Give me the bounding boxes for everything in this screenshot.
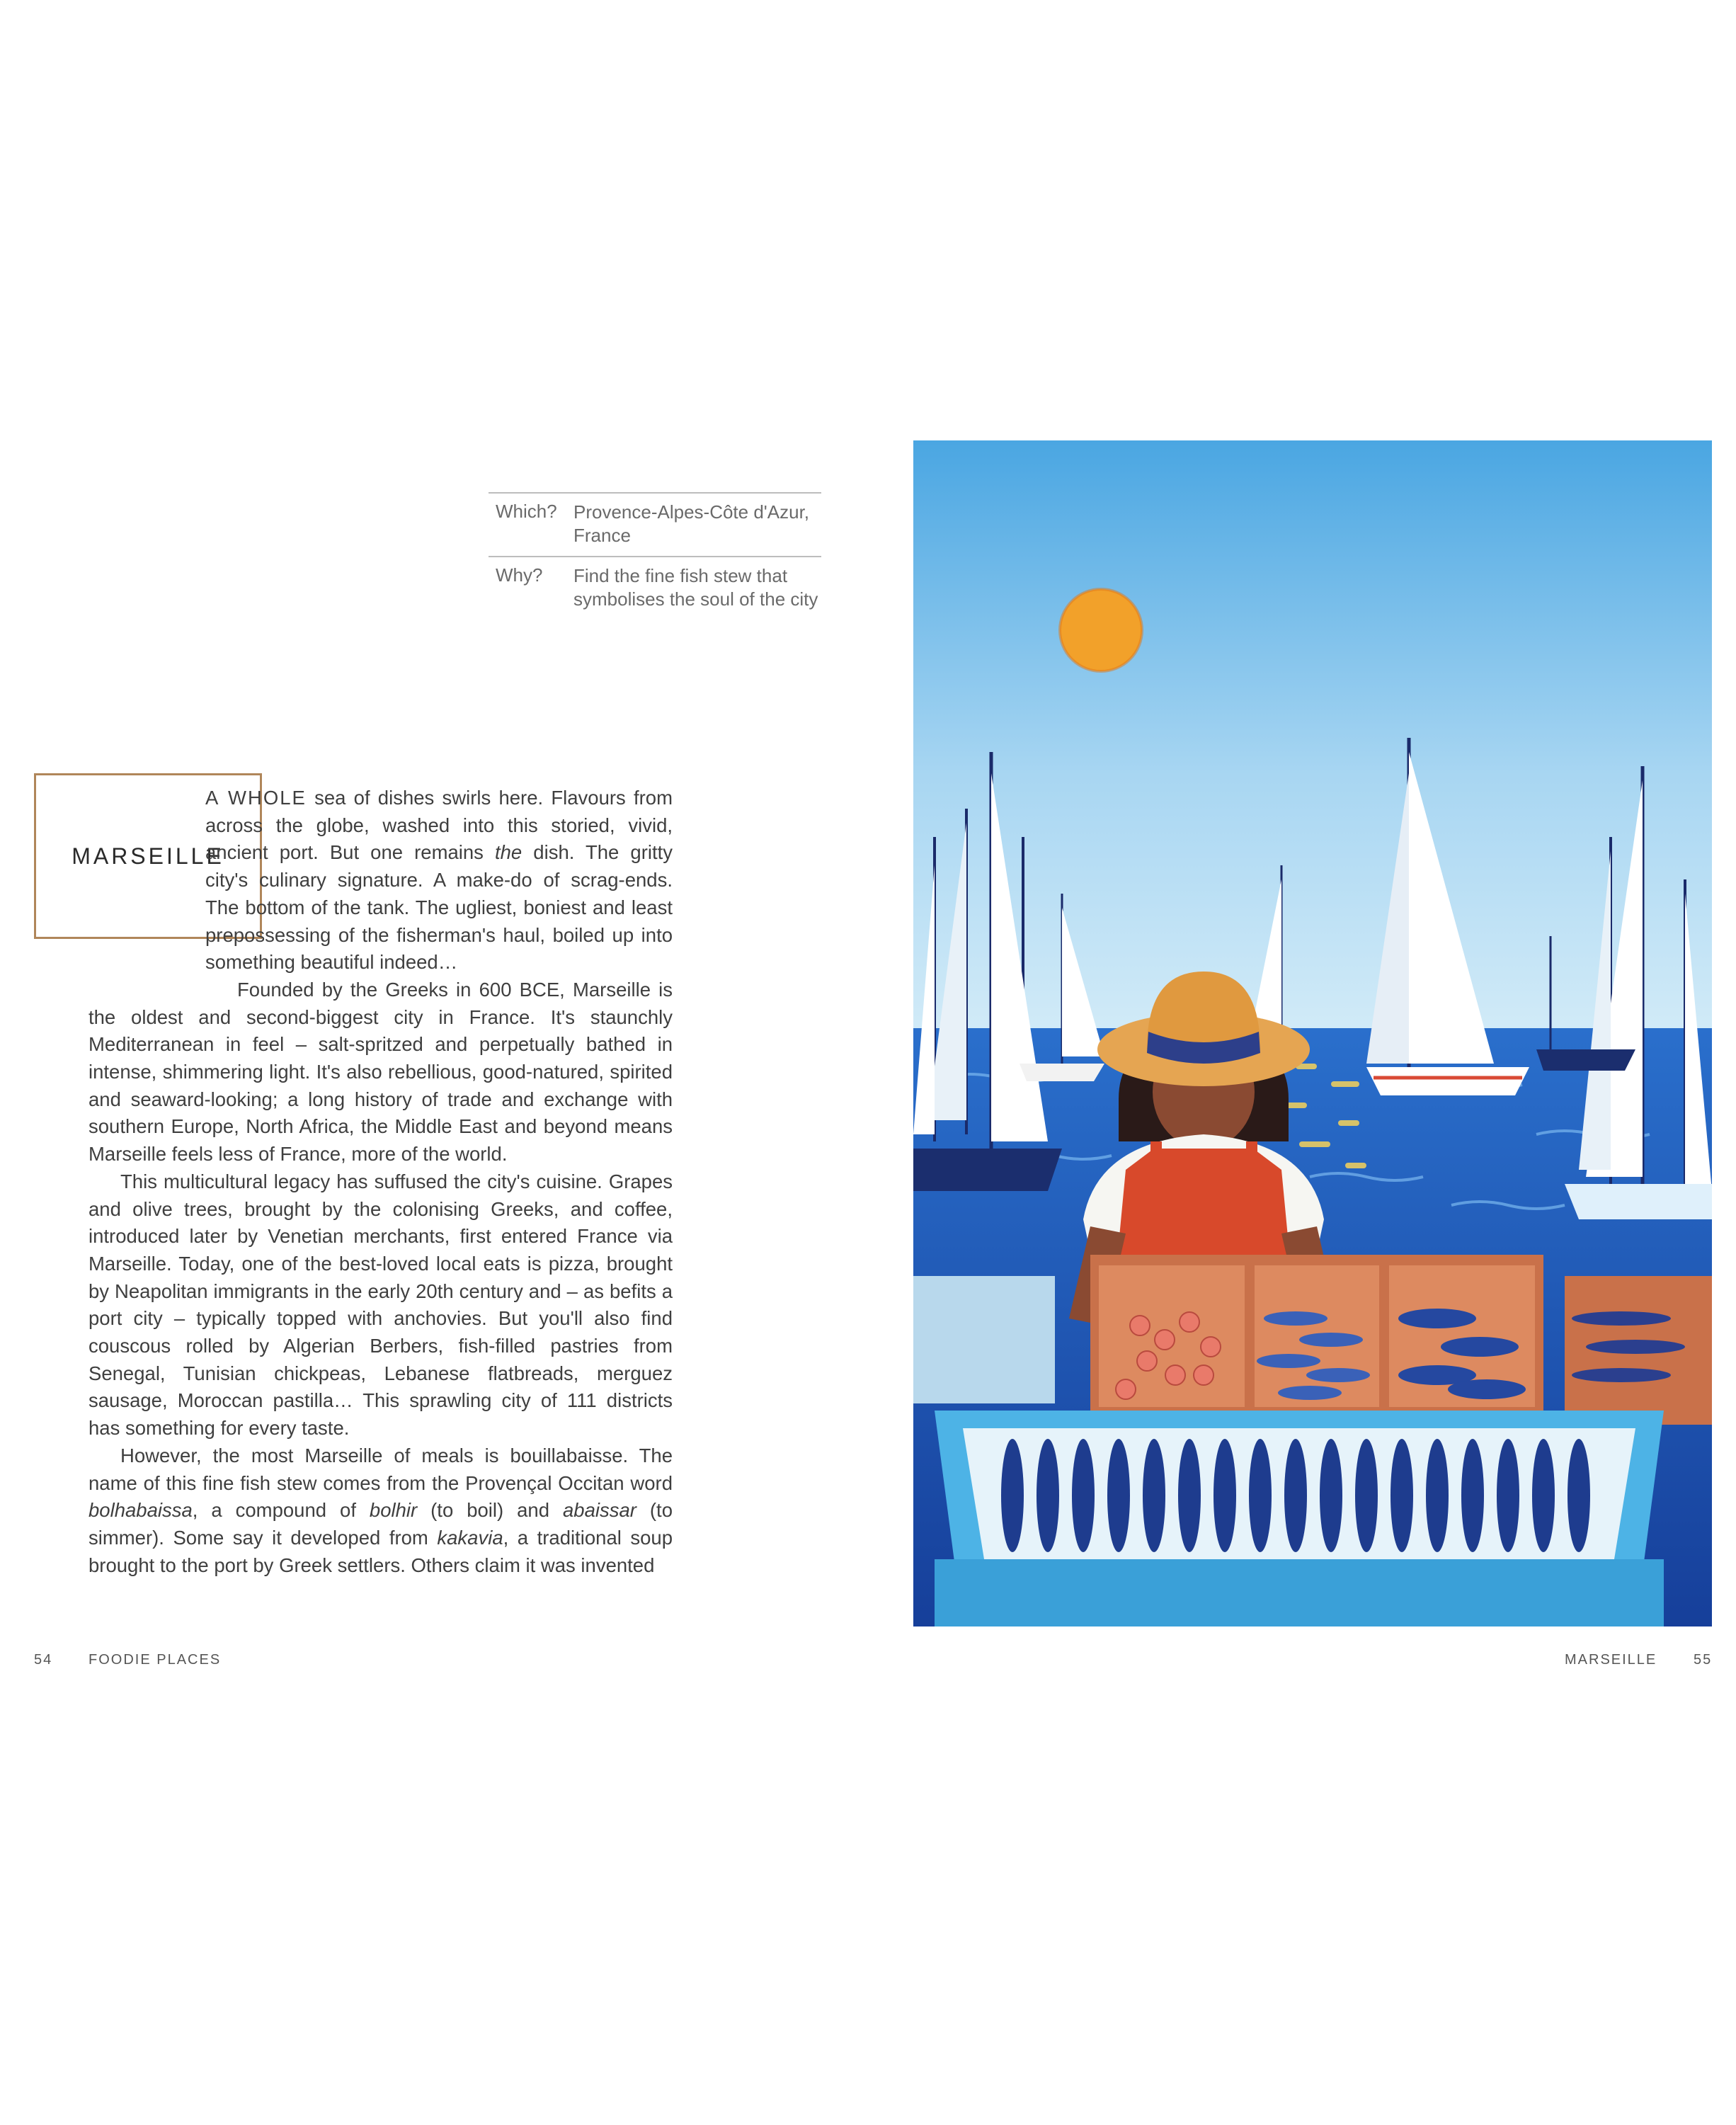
info-row-why: [489, 556, 821, 620]
emphasis: bolhabaissa: [88, 1499, 193, 1522]
text-run: dish. The gritty city's culinary signature. A make-do of scrag-ends. The bottom of the tank. The ugliest, boniest and least prepossessing of the fisherman's haul, boiled up into something beautiful indeed…: [205, 841, 673, 974]
paragraph-3: This multicultural legacy has suffused the city's cuisine. Grapes and olive trees, brought by the colonising Greeks, and coffee, introduced later by Venetian merchants, first entered France via Marseille. Today, one of the best-loved local eats is pizza, brought by Neapolitan immigrants in the early 20th century and – as befits a port city – typically topped with anchovies. But you'll also find couscous rolled by Algerian Berbers, fish-filled pastries from Senegal, Tunisian chickpeas, Lebanese flatbreads, merguez sausage, Moroccan pastilla… This sprawling city of 111 districts has something for every taste.: [88, 1170, 673, 1440]
info-key: Why?: [496, 564, 543, 586]
left-page-number: 54: [34, 1652, 53, 1668]
emphasis: abaissar: [562, 1499, 636, 1522]
fish-crates: [1090, 1255, 1543, 1418]
info-row-which: [489, 492, 821, 556]
left-running-head: FOODIE PLACES: [88, 1652, 222, 1668]
sardine-tray: [935, 1411, 1664, 1626]
side-tray-left: [913, 1276, 1055, 1403]
chapter-title: MARSEILLE: [72, 843, 224, 869]
text-run: (to boil) and: [417, 1499, 563, 1522]
text-run: (to simmer). Some say it developed from: [88, 1499, 673, 1549]
right-page-number: 55: [1694, 1652, 1713, 1668]
info-value: Provence-Alpes-Côte d'Azur, France: [573, 501, 810, 546]
info-key: Which?: [496, 501, 557, 522]
marseille-market-illustration: [913, 440, 1712, 1626]
right-running-head: MARSEILLE: [1565, 1652, 1657, 1668]
paragraph-2: Founded by the Greeks in 600 BCE, Marseille is the oldest and second-biggest city in France. It's staunchly Mediterranean in feel – salt-spritzed and perpetually bathed in intense, shimmering light. It's also rebellious, good-natured, spirited and seaward-looking; a long history of trade and exchange with southern Europe, North Africa, the Middle East and beyond means Marseille feels less of France, more of the world.: [88, 978, 673, 1166]
text-run: , a compound of: [192, 1499, 370, 1522]
body-text: [88, 785, 673, 1579]
info-table: [489, 492, 821, 620]
text-run: However, the most Marseille of meals is bouillabaisse. The name of this fine fish stew comes from the Provençal Occitan word: [88, 1444, 673, 1494]
lead-in: A WHOLE: [205, 787, 307, 809]
emphasis: kakavia: [437, 1526, 503, 1549]
paragraph-4: [88, 1442, 673, 1580]
emphasis: the: [495, 841, 522, 864]
info-value: Find the fine fish stew that symbolises the soul of the city: [573, 565, 818, 610]
emphasis: bolhir: [369, 1499, 418, 1522]
text-run: , a traditional soup brought to the port by Greek settlers. Others claim it was invented: [88, 1526, 673, 1576]
sky: [913, 440, 1712, 1049]
text-run: sea of dishes swirls here. Flavours from across the globe, washed into this storied, vivid, ancient port. But one remains: [205, 787, 673, 864]
title-float-spacer: [0, 785, 205, 977]
